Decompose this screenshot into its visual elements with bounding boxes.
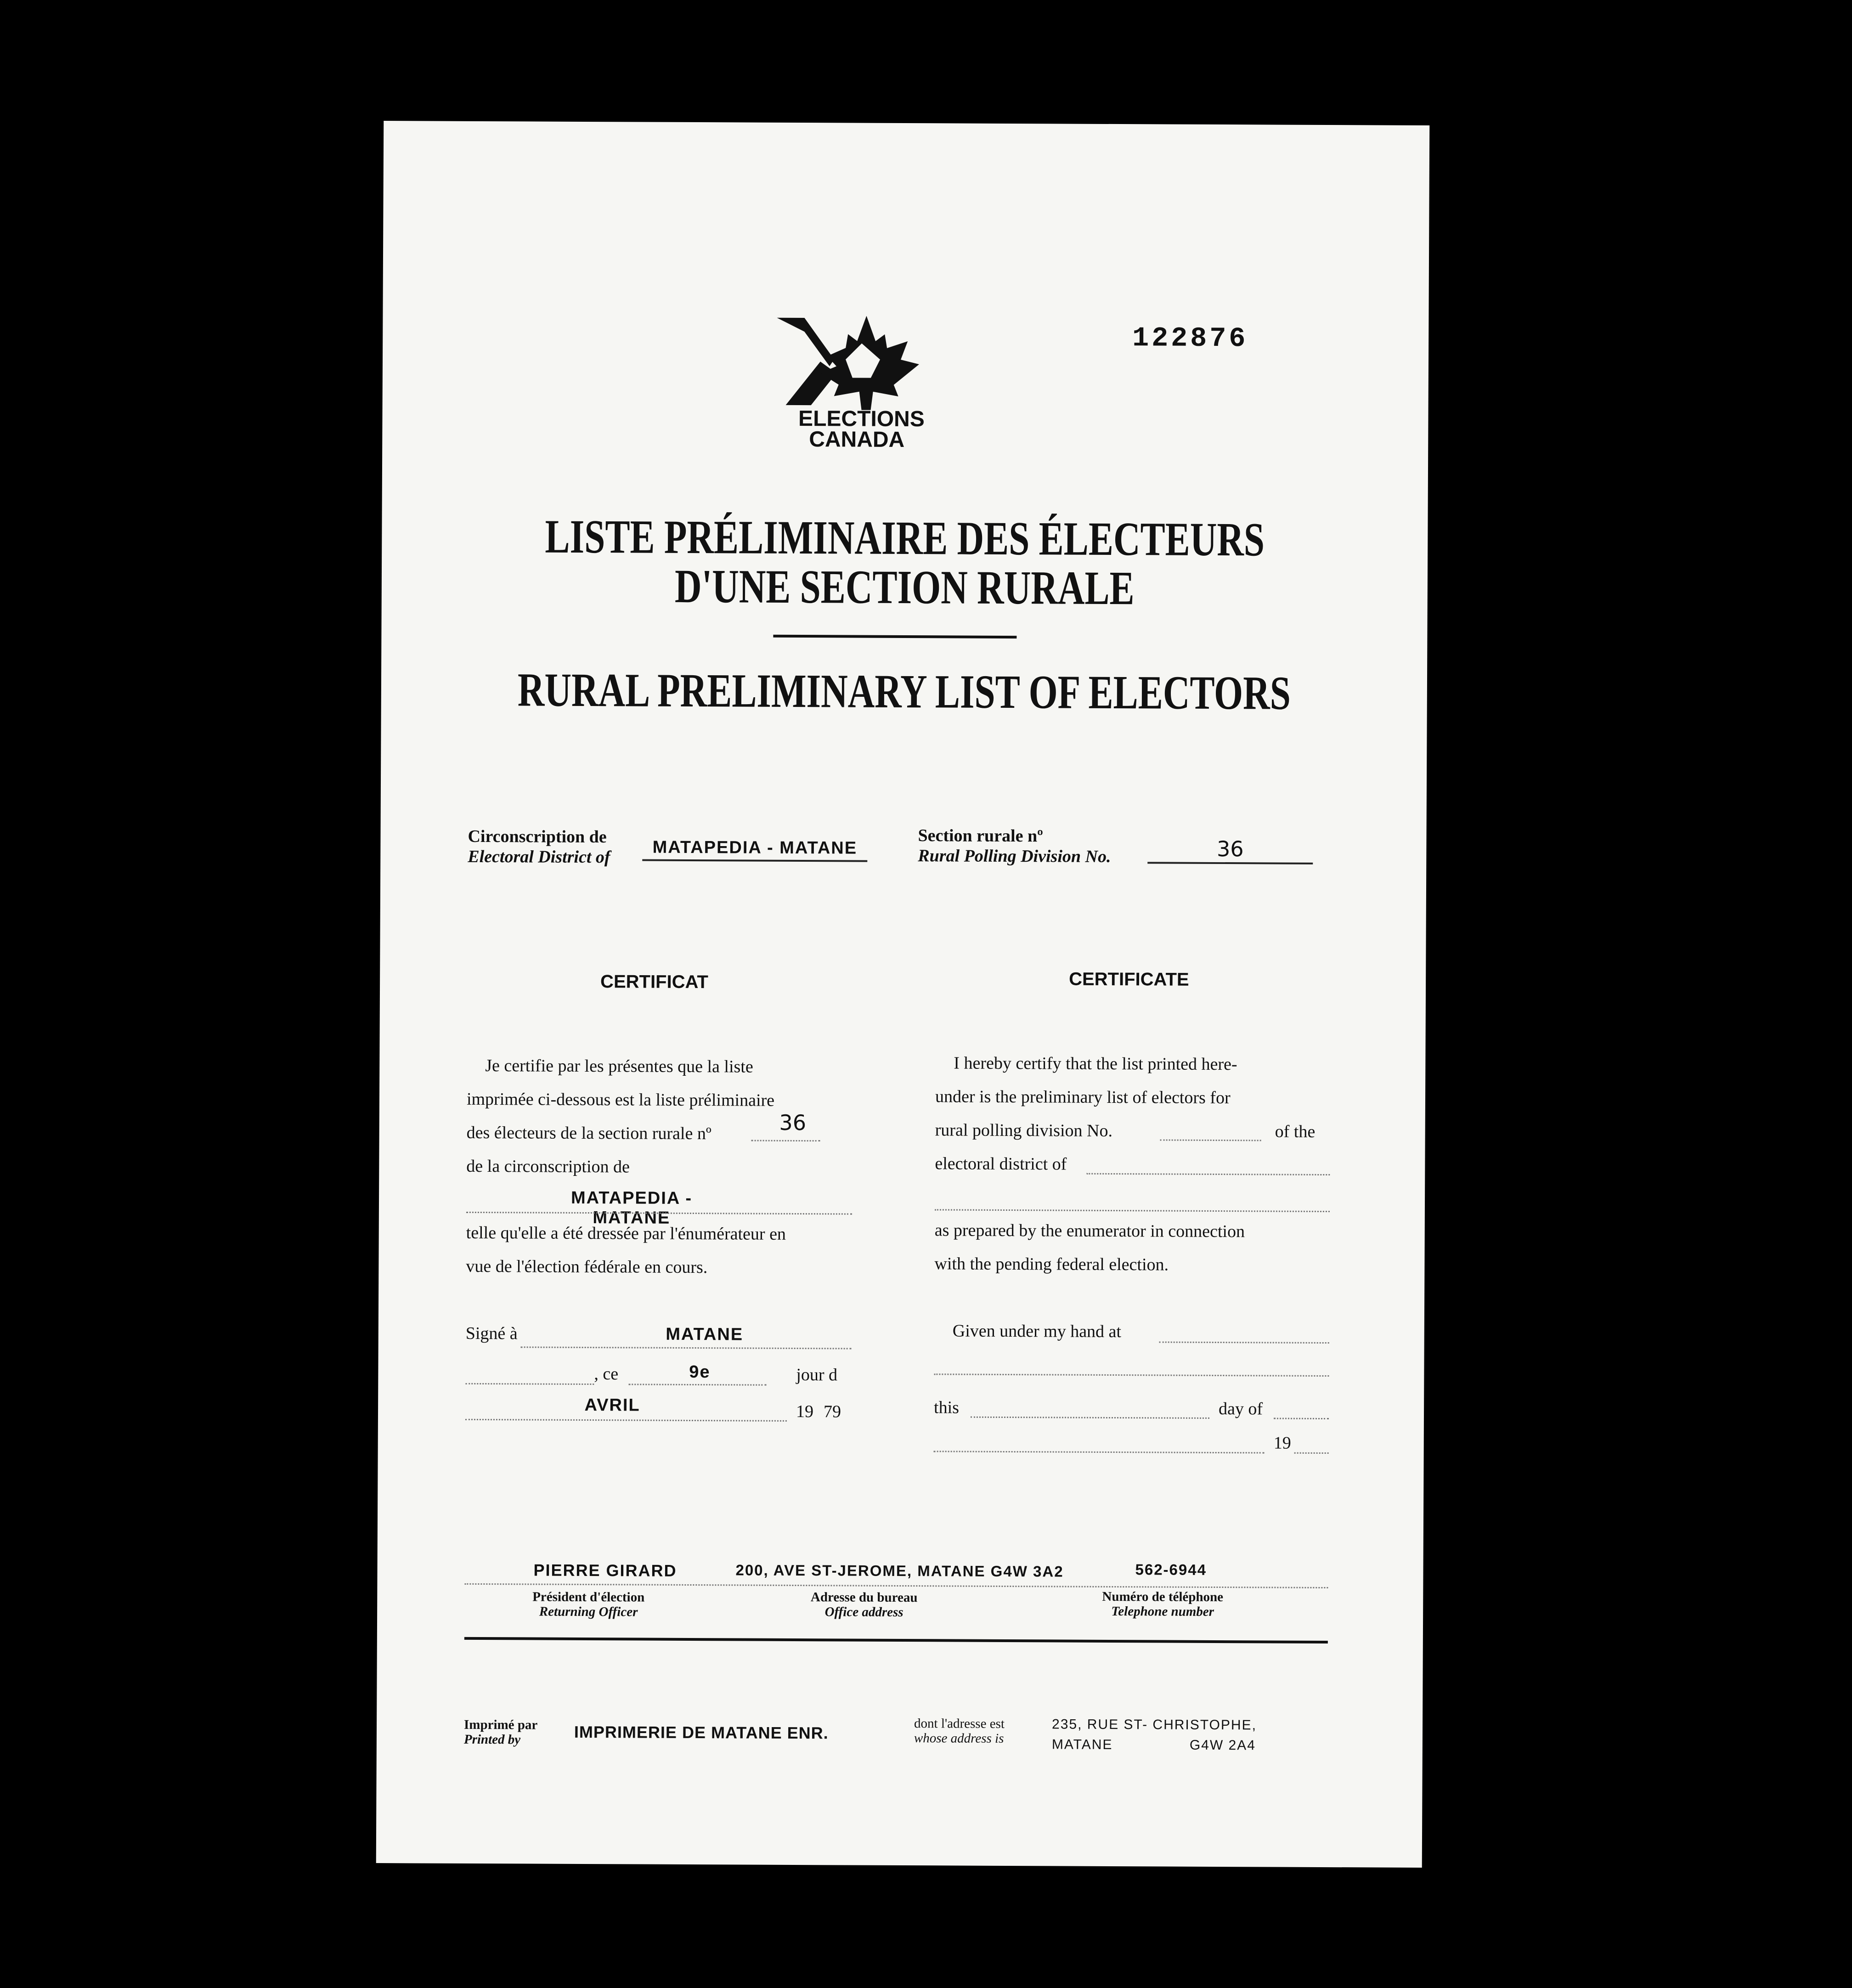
certificat-paragraph [467,1049,853,1118]
printer-address-postal: G4W 2A4 [1189,1737,1256,1753]
this-day-dotted-line [971,1417,1209,1419]
district-label [468,827,610,868]
cert-en-line3a: rural polling division No. [935,1120,1113,1141]
english-title: RURAL PRELIMINARY LIST OF ELECTORS [517,663,1291,720]
cert-fr-section-no: 36 [779,1110,807,1135]
cert-en-line1: I hereby certify that the list printed here- [954,1053,1237,1074]
printer-address-label-en: whose address is [914,1731,1004,1746]
year-prefix-fr: 19 [796,1401,814,1422]
given-at-dotted-line-2 [934,1373,1329,1377]
section-no-dotted-line [751,1140,820,1142]
officer-address: 200, AVE ST-JEROME, MATANE G4W 3A2 [735,1561,1064,1580]
officer-name-label-en: Returning Officer [539,1604,638,1620]
office-address-label [781,1590,947,1621]
day-dotted-line [628,1384,766,1385]
division-no-dotted-line [1160,1139,1261,1141]
officer-phone: 562-6944 [1135,1561,1207,1578]
printer-name: IMPRIMERIE DE MATANE ENR. [574,1722,829,1743]
telephone-label-en: Telephone number [1111,1604,1214,1620]
district-label-fr: Circonscription de [468,826,607,847]
electoral-district-dotted-line-2 [935,1209,1330,1212]
day-of-dotted-line [1274,1418,1329,1420]
division-value: 36 [1147,836,1313,864]
officer-name-label [506,1589,671,1620]
document-page [376,121,1430,1868]
french-title [497,512,1313,614]
district-label-en: Electoral District of [468,847,610,867]
cert-en-line6: with the pending federal election. [934,1254,1169,1275]
officer-name: PIERRE GIRARD [533,1560,677,1580]
day-of-label: day of [1218,1399,1263,1419]
office-address-label-fr: Adresse du bureau [810,1590,918,1605]
printer-address-city: MATANE [1051,1737,1113,1753]
officer-dotted-line [464,1583,1328,1588]
printer-address-line1: 235, RUE ST- CHRISTOPHE, [1051,1717,1257,1733]
given-under-hand-label: Given under my hand at [952,1321,1122,1342]
cert-en-line5: as prepared by the enumerator in connection [934,1220,1245,1242]
district-value: MATAPEDIA - MATANE [642,838,867,862]
certificate-heading: CERTIFICATE [1069,969,1189,990]
year-en-dotted-line [1294,1452,1329,1454]
month-dotted-line [465,1419,787,1422]
given-at-dotted-line [1159,1341,1329,1344]
jour-label: jour d [796,1365,838,1385]
electoral-district-dotted-line-1 [1086,1173,1330,1175]
french-title-line1: LISTE PRÉLIMINAIRE DES ÉLECTEURS [545,510,1265,566]
certificat-heading: CERTIFICAT [600,971,709,993]
division-label-fr: Section rurale nº [918,826,1043,846]
ce-label: , ce [594,1364,619,1384]
signed-at-label: Signé à [465,1323,518,1344]
cert-fr-line2: imprimée ci-dessous est la liste préliminaire [466,1089,775,1110]
logo-line2: CANADA [809,427,905,452]
day-value: 9e [689,1362,711,1382]
ce-dotted-line-left [465,1383,594,1385]
this-label: this [933,1398,960,1418]
printer-address-label-fr: dont l'adresse est [914,1716,1005,1731]
certificate-paragraph [935,1046,1331,1115]
french-title-line2: D'UNE SECTION RURALE [674,559,1135,615]
telephone-label-fr: Numéro de téléphone [1102,1589,1224,1605]
cert-en-line2: under is the preliminary list of electors for [935,1087,1231,1108]
cert-fr-line5: telle qu'elle a été dressée par l'énumérateur en [466,1223,786,1244]
office-address-label-en: Office address [824,1604,903,1620]
cert-fr-line4: de la circonscription de [466,1156,630,1177]
cert-fr-line6: vue de l'élection fédérale en cours. [466,1256,708,1277]
cert-en-line3b: of the [1275,1122,1316,1141]
officer-name-label-fr: Président d'élection [532,1589,645,1605]
cert-fr-line1: Je certifie par les présentes que la liste [485,1056,753,1077]
serial-number: 122876 [1132,323,1248,355]
elections-canada-logo [776,316,942,454]
printed-by-label-en: Printed by [463,1732,521,1747]
signed-at-value: MATANE [666,1324,744,1344]
cert-en-line4: electoral district of [935,1154,1067,1174]
printer-address-label [914,1716,1005,1746]
title-divider [773,635,1016,638]
division-label-en: Rural Polling Division No. [918,846,1111,866]
year-value: 79 [823,1402,841,1422]
footer-rule [464,1637,1328,1643]
cert-fr-line3: des électeurs de la section rurale nº [466,1123,711,1144]
month-value: AVRIL [584,1395,640,1415]
telephone-label [1066,1589,1259,1620]
cert-fr-district: MATAPEDIA - MATANE [570,1188,693,1228]
logo-line1: ELECTIONS [798,406,925,432]
month-en-dotted-line [934,1451,1265,1453]
printed-by-label-fr: Imprimé par [463,1717,538,1733]
division-label [918,826,1111,867]
maple-leaf-x-icon [776,316,942,454]
year-prefix-en: 19 [1273,1433,1291,1453]
signed-at-dotted-line [521,1346,852,1349]
printed-by-label [464,1717,538,1748]
